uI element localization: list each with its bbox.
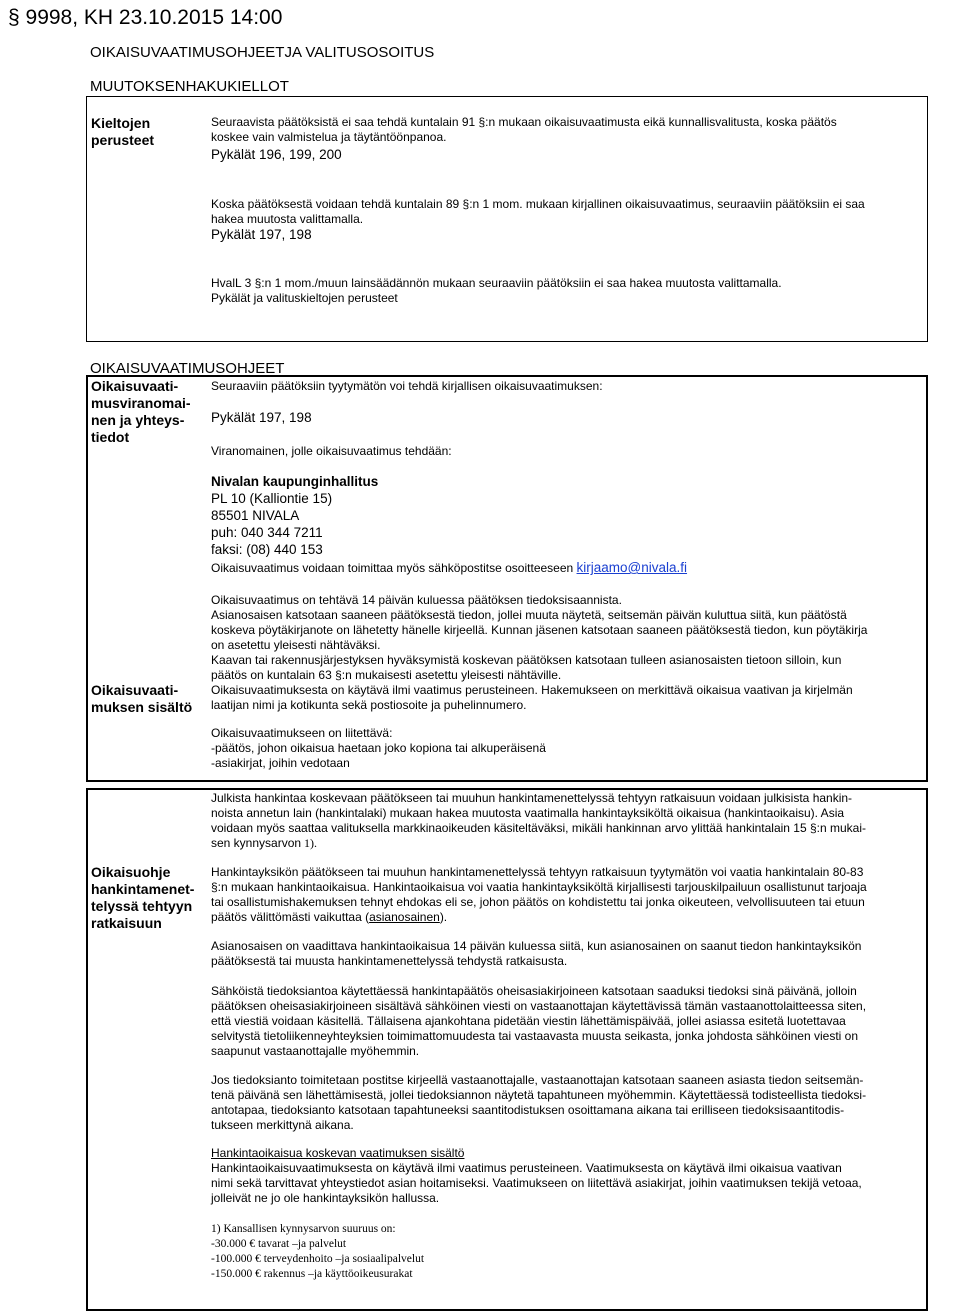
procurement-p2: Hankintayksikön päätökseen tai muuhun hankintamenettelyssä tehtyyn ratkaisuun tyytymätön voi vaatia hankintalain 80-83 §:n mukaan hankintaoikaisua. Hankintaoikaisua voi vaatia hankintayksiköltä kirjallisesti tarjouskilpailuun osallistunut tarjoaja tai osallistumishakemuksen tehnyt ehdokas eli se, johon päätös on kohdistettu tai jonka oikeuteen, velvollisuuteen tai etuun päätös välittömästi vaikuttaa (asianosainen).	[211, 865, 867, 924]
authority-label: Oikaisuvaati- musviranomai- nen ja yhteys- tiedot	[91, 378, 191, 445]
procurement-left-line	[86, 788, 88, 1311]
email-link[interactable]: kirjaamo@nivala.fi	[576, 560, 688, 575]
procurement-label: Oikaisuohje hankintamenet- telyssä tehtyyn ratkaisuun	[91, 864, 195, 931]
authority-email-line	[211, 560, 687, 576]
restrictions-label: Kieltojen perusteet	[91, 115, 155, 148]
restrictions-p1-sections: Pykälät 196, 199, 200	[211, 147, 342, 162]
authority-name: Nivalan kaupunginhallitus	[211, 474, 379, 489]
authority-address: PL 10 (Kalliontie 15)	[211, 491, 333, 506]
restrictions-heading: MUUTOKSENHAKUKIELLOT	[90, 78, 289, 95]
procurement-top-line	[86, 788, 928, 790]
appeal-heading: OIKAISUVAATIMUSOHJEET	[90, 360, 285, 377]
email-text: Oikaisuvaatimus voidaan toimittaa myös sähköpostitse osoitteeseen	[211, 561, 574, 575]
procurement-p4: Sähköistä tiedoksiantoa käytettäessä hankintapäätös oheisasiakirjoineen katsotaan saaduksi tiedoksi sinä päivänä, jolloin päätöksen oheisasiakirjoineen sisältävä sähköinen viesti on vastaanottajan käytettävissä tämän vastaanottolaitteessa siten, että viestiä voidaan käsitellä. Tällaisena ajankohtana pidetään viestin lähettämispäivää, jollei asiassa esitetä luotettavaa selvitystä tietoliikenneyhteyksien toimimattomuudesta tai vastaavasta muusta seikasta, jonka johdosta sähköinen viesti on saapunut vastaanottajalle myöhemmin.	[211, 984, 867, 1058]
appeal-right-line	[926, 375, 928, 782]
authority-sections: Pykälät 197, 198	[211, 410, 312, 425]
section-header: § 9998, KH 23.10.2015 14:00	[8, 6, 283, 29]
procurement-p6: Hankintaoikaisua koskevan vaatimuksen sisältö Hankintaoikaisuvaatimuksesta on käytävä ilmi vaatimus perusteineen. Vaatimuksesta on käytävä ilmi oikaisua vaativan nimi sekä tarvittavat yhteystiedot asian hoitamiseksi. Vaatimukseen on liitettävä asiakirjat, joihin vaatimuksen tekijä vetoaa, jolleivät ne jo ole hankintayksikön hallussa.	[211, 1146, 862, 1205]
content-label: Oikaisuvaati- muksen sisältö	[91, 682, 193, 715]
content-attachments: Oikaisuvaatimukseen on liitettävä: -päätös, johon oikaisua haetaan joko kopiona tai alkuperäisenä -asiakirjat, joihin vedotaan	[211, 726, 546, 770]
restrictions-p3-sections: Pykälät ja valituskieltojen perusteet	[211, 291, 398, 305]
appeal-left-line	[86, 375, 88, 782]
restrictions-p3: HvalL 3 §:n 1 mom./muun lainsäädännön mukaan seuraaviin päätöksiin ei saa hakea muutosta valittamalla.	[211, 276, 782, 290]
procurement-p1: Julkista hankintaa koskevaan päätökseen tai muuhun hankintamenettelyssä tehtyyn ratkaisuun voidaan julkisista hankin- noista annetun lain (hankintalaki) mukaan hakea muutosta vaatimalla hankintayksiköltä oikaisua (hankintaoikaisu). Asia voidaan myös saattaa valituksella markkinaoikeuden käsiteltäväksi, mikäli hankinnan arvo ylittää hankintalain 15 §:n mukai- sen kynnysarvon 1).	[211, 791, 867, 850]
document-title: OIKAISUVAATIMUSOHJEETJA VALITUSOSOITUS	[90, 44, 435, 61]
authority-phone: puh: 040 344 7211	[211, 525, 323, 540]
procurement-right-line	[926, 788, 928, 1311]
authority-to-whom: Viranomainen, jolle oikaisuvaatimus tehdään:	[211, 444, 452, 458]
content-lines: Oikaisuvaatimus on tehtävä 14 päivän kuluessa päätöksen tiedoksisaannista. Asianosaisen katsotaan saaneen päätöksestä tiedon, jollei muuta näytetä, seitsemän päivän kuluttua siitä, kun päätöstä koskeva pöytäkirjanote on lähetetty hänelle kirjeellä. Kunnan jäsenen katsotaan saaneen päätöksestä tiedon, kun pöytäkirja on asetettu yleisesti nähtäväksi. Kaavan tai rakennusjärjestyksen hyväksymistä koskevan päätöksen katsotaan tulleen asianosaisten tietoon silloin, kun päätös on kuntalain 63 §:n mukaisesti asetettu yleisesti nähtäville. Oikaisuvaatimuksesta on käytävä ilmi vaatimus perusteineen. Hakemukseen on merkittävä oikaisua vaativan ja kirjelmän laatijan nimi ja kotikunta sekä postiosoite ja puhelinnumero.	[211, 593, 868, 712]
authority-postal: 85501 NIVALA	[211, 508, 300, 523]
procurement-p3: Asianosaisen on vaadittava hankintaoikaisua 14 päivän kuluessa siitä, kun asianosainen on saanut tiedon hankintayksikön päätöksestä tai muusta hankintamenettelyssä tehdystä ratkaisusta.	[211, 939, 862, 968]
appeal-top-line	[86, 375, 928, 377]
restrictions-p2-sections: Pykälät 197, 198	[211, 227, 312, 242]
restrictions-p2: Koska päätöksestä voidaan tehdä kuntalain 89 §:n 1 mom. mukaan kirjallinen oikaisuvaatimus, seuraaviin päätöksiin ei saa hakea muutosta valittamalla.	[211, 197, 865, 226]
procurement-footnote: 1) Kansallisen kynnysarvon suuruus on: -30.000 € tavarat –ja palvelut -100.000 € terveydenhoito –ja sosiaalipalvelut -150.000 € rakennus –ja käyttöoikeusurakat	[211, 1223, 425, 1280]
appeal-bottom-line	[86, 780, 928, 782]
restrictions-p1: Seuraavista päätöksistä ei saa tehdä kuntalain 91 §:n mukaan oikaisuvaatimusta eikä kunnallisvalitusta, koska päätös koskee vain valmistelua ja täytäntöönpanoa.	[211, 115, 837, 144]
authority-intro: Seuraaviin päätöksiin tyytymätön voi tehdä kirjallisen oikaisuvaatimuksen:	[211, 379, 603, 393]
procurement-p5: Jos tiedoksianto toimitetaan postitse kirjeellä vastaanottajalle, vastaanottajan katsotaan saaneen asiasta tiedon seitsemän- tenä päivänä sen lähettämisestä, jollei tiedoksiannon näytetä tapahtuneen myöhemmin. Käytettäessä todisteellista tiedoksi- antotapaa, tiedoksianto katsotaan tapahtuneeksi saantitodistuksen osoittamana aikana tai erilliseen tiedoksisaantitodis- tukseen merkittynä aikana.	[211, 1073, 867, 1132]
procurement-bottom-line	[86, 1309, 928, 1311]
authority-fax: faksi: (08) 440 153	[211, 542, 323, 557]
